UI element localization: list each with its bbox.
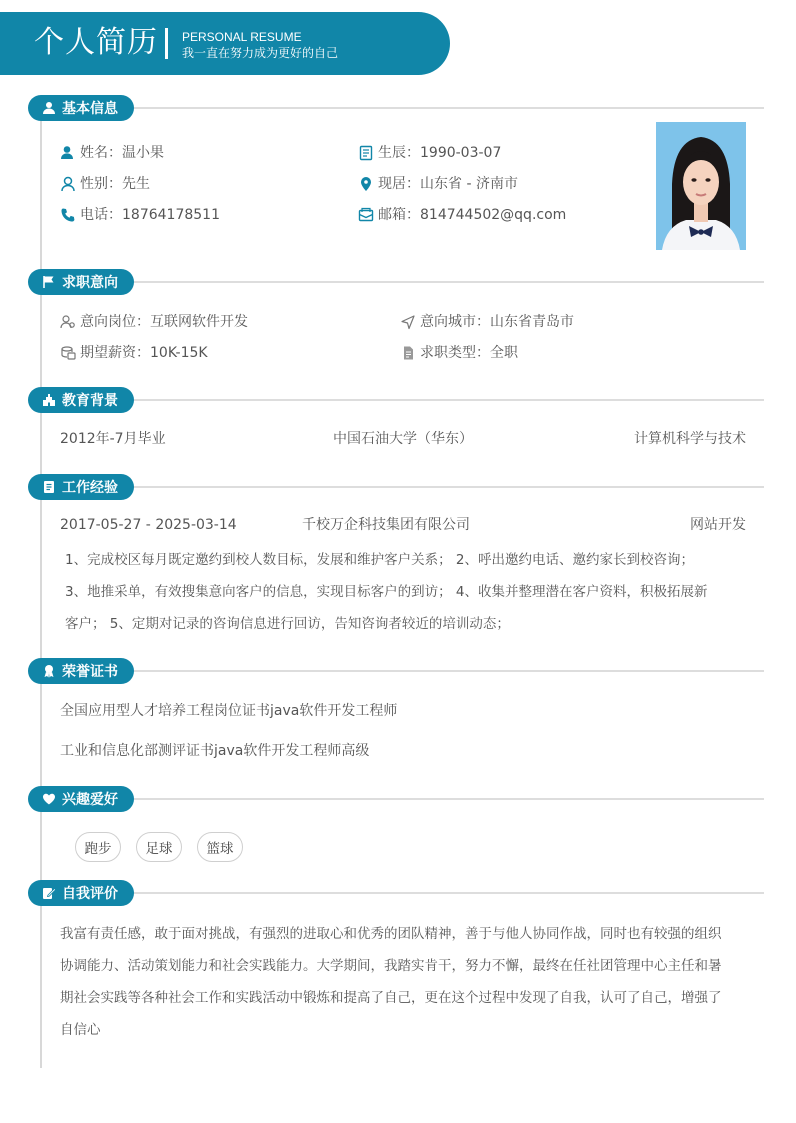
section-title: 荣誉证书 — [62, 664, 118, 680]
phone-icon — [60, 207, 76, 223]
section-title: 求职意向 — [62, 275, 118, 291]
section-title: 教育背景 — [62, 393, 118, 409]
profile-photo — [656, 122, 746, 250]
self-eval-line: 协调能力、活动策划能力和社会实践能力。大学期间，我踏实肯干，努力不懈，最终在任社团管理中心主任和暑 — [60, 958, 722, 974]
notebook-icon — [42, 480, 56, 494]
phone-field: 电话：18764178511 — [80, 207, 220, 223]
timeline-line — [40, 95, 42, 1068]
heart-icon — [42, 792, 56, 806]
resume-title: 个人简历 — [34, 25, 158, 60]
section-education — [28, 387, 764, 413]
section-title: 自我评价 — [62, 886, 118, 902]
honor-item: 全国应用型人才培养工程岗位证书java软件开发工程师 — [60, 703, 398, 719]
section-title: 基本信息 — [62, 101, 118, 117]
hobby-tag: 篮球 — [197, 832, 243, 862]
self-eval-line: 自信心 — [60, 1022, 101, 1038]
section-basic-info — [28, 95, 764, 121]
salary-field: 期望薪资：10K-15K — [80, 345, 208, 361]
education-date: 2012年-7月毕业 — [60, 431, 166, 447]
work-company: 千校万企科技集团有限公司 — [302, 517, 470, 533]
city-field: 意向城市：山东省青岛市 — [420, 314, 574, 330]
hobby-tag: 足球 — [136, 832, 182, 862]
section-pill-intention — [28, 269, 134, 295]
wallet-icon — [60, 345, 76, 361]
calendar-icon — [358, 145, 374, 161]
section-pill-honors — [28, 658, 134, 684]
self-evaluation-text — [60, 918, 760, 1046]
name-field: 姓名：温小果 — [80, 145, 164, 161]
birth-field: 生辰：1990-03-07 — [378, 145, 502, 161]
section-pill-self-eval — [28, 880, 134, 906]
job-type-field: 求职类型：全职 — [420, 345, 518, 361]
work-line: 客户； 5、定期对记录的咨询信息进行回访，告知咨询者较近的培训动态； — [65, 616, 510, 632]
section-title: 工作经验 — [62, 480, 118, 496]
work-line: 3、地推采单，有效搜集意向客户的信息，实现目标客户的到访； 4、收集并整理潜在客户资料，积极拓展新 — [65, 584, 708, 600]
resume-subtitle-en: PERSONAL RESUME — [182, 30, 302, 44]
section-pill-work — [28, 474, 134, 500]
section-title: 兴趣爱好 — [62, 792, 118, 808]
self-eval-line: 期社会实践等各种社会工作和实践活动中锻炼和提高了自己，更在这个过程中发现了自我，认可了自己，增强了 — [60, 990, 722, 1006]
self-eval-line: 我富有责任感，敢于面对挑战，有强烈的进取心和优秀的团队精神，善于与他人协同作战，同时也有较强的组织 — [60, 926, 722, 942]
section-pill-hobbies — [28, 786, 134, 812]
section-work-experience — [28, 474, 764, 500]
award-icon — [42, 664, 56, 678]
flag-icon — [42, 275, 56, 289]
header-banner — [0, 12, 450, 75]
section-honors — [28, 658, 764, 684]
user-icon — [42, 101, 56, 115]
gender-field: 性别：先生 — [80, 176, 150, 192]
work-role: 网站开发 — [690, 517, 746, 533]
education-major: 计算机科学与技术 — [634, 431, 746, 447]
edit-icon — [42, 886, 56, 900]
hobby-tag: 跑步 — [75, 832, 121, 862]
education-school: 中国石油大学（华东） — [333, 431, 473, 447]
email-field: 邮箱：814744502@qq.com — [378, 207, 567, 223]
section-job-intention — [28, 269, 764, 295]
honor-item: 工业和信息化部测评证书java软件开发工程师高级 — [60, 743, 370, 759]
gender-icon — [60, 176, 76, 192]
section-hobbies — [28, 786, 764, 812]
resume-motto: 我一直在努力成为更好的自己 — [182, 46, 339, 60]
user-icon — [60, 145, 76, 161]
section-pill-education — [28, 387, 134, 413]
position-field: 意向岗位：互联网软件开发 — [80, 314, 248, 330]
section-pill-basic — [28, 95, 134, 121]
school-icon — [42, 393, 56, 407]
residence-field: 现居：山东省 - 济南市 — [378, 176, 518, 192]
work-description — [65, 544, 755, 640]
work-line: 1、完成校区每月既定邀约到校人数目标，发展和维护客户关系； 2、呼出邀约电话、邀约家长到校咨询； — [65, 552, 694, 568]
location-pin-icon — [358, 176, 374, 192]
section-self-evaluation — [28, 880, 764, 906]
document-icon — [400, 345, 416, 361]
mail-icon — [358, 207, 374, 223]
people-icon — [60, 314, 76, 330]
title-divider — [165, 28, 168, 59]
navigation-arrow-icon — [400, 314, 416, 330]
work-period: 2017-05-27 - 2025-03-14 — [60, 517, 237, 533]
